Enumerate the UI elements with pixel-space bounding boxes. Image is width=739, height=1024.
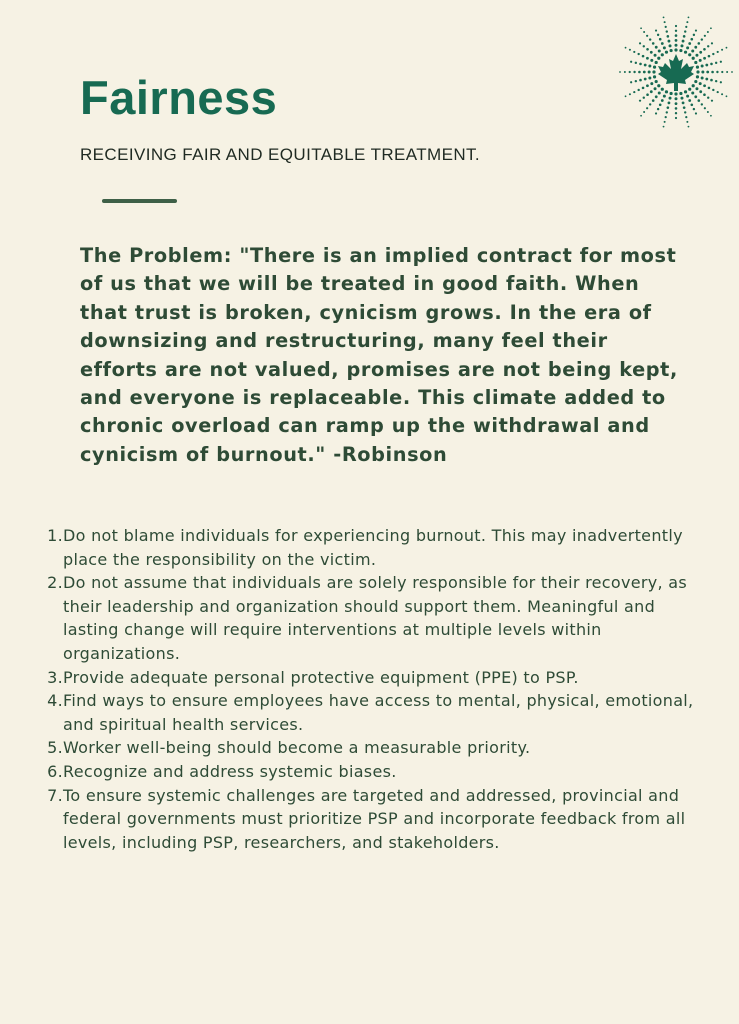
starburst-dot [652,99,655,102]
list-item-text: Recognize and address systemic biases. [63,761,397,781]
starburst-dot [703,57,706,60]
list-item-number: 7. [47,785,63,805]
starburst-dot [663,46,666,49]
starburst-dot [688,42,691,45]
starburst-dot [675,117,677,119]
starburst-dot [695,87,698,90]
page-subtitle: RECEIVING FAIR AND EQUITABLE TREATMENT. [80,145,481,164]
starburst-dot [635,80,637,82]
list-item-text: Find ways to ensure employees have access to mental, physical, emotional, and spiritual health services. [63,691,694,734]
starburst-dot [684,51,687,54]
starburst-dot [701,76,704,79]
starburst-dot [643,31,645,33]
starburst-dot [669,97,672,100]
starburst-dot [712,89,714,91]
starburst-dot [694,46,697,49]
starburst-dot [704,35,706,37]
starburst-dot [694,95,697,98]
starburst-dot [670,92,673,95]
starburst-dot [664,121,666,123]
starburst-dot [695,29,697,31]
starburst-dot [726,95,728,97]
starburst-dot [663,17,665,19]
starburst-dot [668,102,671,105]
starburst-dot [721,93,723,95]
starburst-dot [663,126,665,128]
starburst-dot [695,54,698,57]
list-item-number: 1. [47,526,63,545]
starburst-dot [650,59,653,62]
starburst-dot [661,88,664,91]
starburst-dot [639,79,642,82]
starburst-dot [686,21,688,23]
starburst-dot [694,80,697,83]
starburst-dot [721,71,723,73]
list-item-text: Do not blame individuals for experiencing burnout. This may inadvertently place the responsibility on the victim. [63,526,683,569]
starburst-dot [701,38,703,40]
starburst-dot [675,102,678,105]
starburst-dot [639,100,641,102]
starburst-dot [655,61,658,64]
list-item [42,524,702,571]
starburst-dot [646,84,649,87]
starburst-dot [637,53,639,55]
starburst-dot [686,95,689,98]
starburst-dot [675,30,677,32]
starburst-dot [644,64,647,67]
starburst-dot [661,42,664,45]
starburst-dot [708,87,711,90]
starburst-dot [646,35,648,37]
list-item [42,666,702,690]
starburst-dot [646,57,649,60]
starburst-dot [707,96,709,98]
starburst-dot [721,49,723,51]
starburst-dot [653,66,656,69]
starburst-dot [695,112,697,114]
starburst-dot [674,48,677,51]
page-title: Fairness [80,71,278,124]
starburst-dot [685,26,687,28]
starburst-dot [658,92,661,95]
starburst-dot [659,104,662,107]
starburst-dot [675,39,678,42]
starburst-dot [692,57,695,60]
starburst-dot [693,108,695,110]
starburst-dot [703,84,706,87]
starburst-dot [688,53,691,56]
list-item-text: Worker well-being should become a measurable priority. [63,738,531,758]
starburst-dot [696,66,699,69]
starburst-dot [664,21,666,23]
list-item [42,736,702,760]
starburst-dot [682,40,685,43]
starburst-dot [625,95,627,97]
starburst-dot [659,38,662,41]
list-item [42,571,702,665]
starburst-dot [699,82,702,85]
starburst-dot [675,34,678,37]
starburst-dot [688,126,690,128]
starburst-dot [655,80,658,83]
starburst-dot [707,111,709,113]
starburst-dot [710,79,713,82]
starburst-dot [649,103,651,105]
starburst-dot [716,71,718,73]
starburst-dot [661,53,664,56]
divider [102,199,177,203]
starburst-dot [685,116,687,118]
starburst-dot [655,112,657,114]
starburst-dot [707,31,709,33]
starburst-dot [720,61,722,63]
starburst-dot [726,47,728,49]
starburst-dot [693,34,695,36]
starburst-dot [683,35,686,38]
starburst-dot [648,65,651,68]
starburst-dot [711,100,713,102]
starburst-dot [630,81,632,83]
starburst-dot [701,71,704,74]
starburst-dot [679,92,682,95]
starburst-dot [682,102,685,105]
starburst-dot [679,49,682,52]
starburst-dot [692,84,695,87]
starburst-dot [648,71,651,74]
starburst-dot [648,76,651,79]
starburst-dot [698,99,701,102]
starburst-dot [654,54,657,57]
starburst-dot [665,90,668,93]
starburst-dot [624,71,626,73]
starburst-dot [698,42,701,45]
starburst-dot [655,46,658,49]
starburst-dot [703,48,706,51]
list-item [42,689,702,736]
starburst-dot [731,71,733,73]
starburst-dot [715,80,717,82]
starburst-dot [643,96,645,98]
starburst-dot [675,44,678,47]
starburst-dot [653,75,656,78]
starburst-dot [646,107,648,109]
starburst-dot [690,104,693,107]
starburst-dot [665,116,667,118]
maple-leaf-shape [658,54,694,91]
starburst-dot [630,61,632,63]
starburst-dot [704,107,706,109]
starburst-dot [703,93,706,96]
starburst-dot [665,51,668,54]
recommendation-list [42,524,702,854]
starburst-dot [691,50,694,53]
starburst-dot [625,47,627,49]
starburst-dot [675,107,678,110]
starburst-dot [705,78,708,81]
starburst-dot [680,97,683,100]
starburst-dot [696,75,699,78]
starburst-dot [696,70,699,73]
starburst-dot [710,115,712,117]
starburst-dot [717,91,719,93]
starburst-dot [650,51,653,54]
starburst-dot [649,38,651,40]
starburst-dot [701,65,704,68]
starburst-dot [657,84,660,87]
starburst-dot [680,44,683,47]
starburst-dot [675,97,678,100]
starburst-dot [650,90,653,93]
starburst-dot [710,27,712,29]
list-item-number: 4. [47,691,63,711]
starburst-dot [717,51,719,53]
maple-leaf-starburst-icon [617,13,735,131]
starburst-dot [652,70,655,73]
starburst-dot [663,95,666,98]
starburst-dot [726,71,728,73]
starburst-dot [686,121,688,123]
starburst-dot [658,50,661,53]
starburst-dot [654,87,657,90]
starburst-dot [646,93,649,96]
starburst-dot [668,40,671,43]
starburst-dot [638,71,641,74]
starburst-dot [655,95,658,98]
starburst-dot [710,63,713,66]
list-item [42,784,702,855]
starburst-dot [633,51,635,53]
starburst-dot [669,44,672,47]
list-item-text: To ensure systemic challenges are targeted and addressed, provincial and federal governments must prioritize PSP and incorporate feedback from all levels, including PSP, researchers, and stakeholders. [63,785,686,852]
starburst-dot [657,57,660,60]
starburst-dot [643,111,645,113]
starburst-dot [707,45,709,47]
starburst-dot [684,90,687,93]
starburst-dot [688,17,690,19]
starburst-dot [665,26,667,28]
starburst-dot [633,71,635,73]
starburst-dot [657,108,659,110]
starburst-dot [715,62,717,64]
starburst-dot [705,64,708,67]
starburst-dot [650,82,653,85]
starburst-dot [684,111,686,113]
starburst-dot [619,71,621,73]
starburst-dot [633,91,635,93]
starburst-dot [670,49,673,52]
starburst-dot [699,51,702,54]
list-item-number: 3. [47,667,63,687]
starburst-dot [694,61,697,64]
starburst-dot [635,62,637,64]
starburst-dot [686,46,689,49]
starburst-dot [629,71,631,73]
starburst-dot [701,103,703,105]
starburst-dot [688,88,691,91]
starburst-dot [652,42,655,45]
starburst-dot [675,25,677,27]
starburst-dot [639,63,642,66]
starburst-dot [691,92,694,95]
starburst-dot [712,53,714,55]
starburst-dot [708,55,711,58]
starburst-dot [629,93,631,95]
list-item-number: 6. [47,761,63,781]
starburst-dot [667,35,670,38]
starburst-dot [667,106,670,109]
starburst-dot [675,112,677,114]
starburst-dot [666,111,668,113]
starburst-dot [690,38,693,41]
starburst-dot [688,99,691,102]
starburst-dot [657,34,659,36]
starburst-dot [642,55,645,58]
starburst-dot [640,27,642,29]
list-item-text: Provide adequate personal protective equipment (PPE) to PSP. [63,667,579,687]
starburst-dot [674,92,677,95]
list-item-number: 2. [47,573,63,593]
starburst-dot [666,30,668,32]
problem-quote: The Problem: "There is an implied contract for most of us that we will be treated in good faith. When that trust is broken, cynicism grows. In the era of downsizing and restructuring, many feel their efforts are not valued, promises are not being kept, and everyone is replaceable. This climate added to chronic overload can ramp up the withdrawal and cynicism of burnout." -Robinson [80,244,678,466]
starburst-dot [643,71,646,74]
starburst-dot [661,99,664,102]
starburst-dot [629,49,631,51]
starburst-dot [655,29,657,31]
starburst-dot [699,59,702,62]
starburst-dot [642,87,645,90]
starburst-dot [699,90,702,93]
starburst-dot [646,48,649,51]
starburst-dot [711,42,713,44]
starburst-dot [637,89,639,91]
starburst-dot [720,81,722,83]
starburst-dot [683,106,686,109]
list-item-text: Do not assume that individuals are solely responsible for their recovery, as their leadership and organization should support them. Meaningful and lasting change will require interventions at multiple levels within organizations. [63,573,688,663]
starburst-dot [640,115,642,117]
starburst-dot [639,42,641,44]
starburst-dot [711,71,714,74]
starburst-dot [644,78,647,81]
starburst-dot [684,30,686,32]
list-item-number: 5. [47,738,63,758]
list-item [42,760,702,784]
starburst-dot [706,71,709,74]
starburst-dot [643,45,645,47]
